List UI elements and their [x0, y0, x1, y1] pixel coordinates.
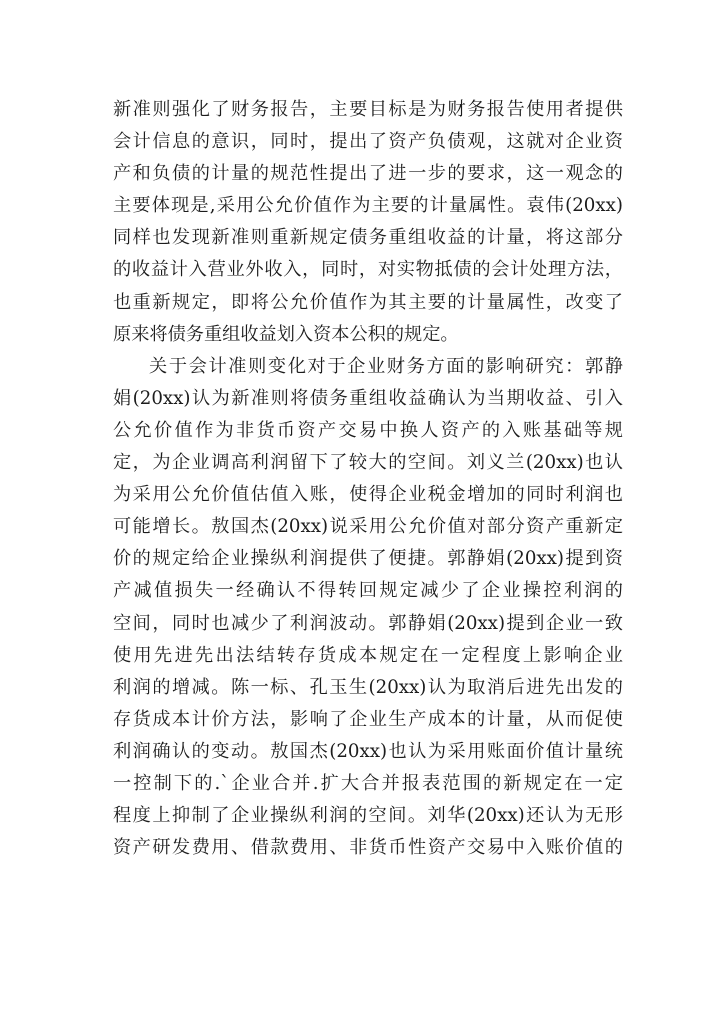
paragraph-2-line-7: 价的规定给企业操纵利润提供了便捷。郭静娟(20xx)提到资	[113, 548, 623, 570]
paragraph-1-line-3: 产和负债的计量的规范性提出了进一步的要求，这一观念的	[113, 163, 623, 185]
paragraph-2-line-1: 关于会计准则变化对于企业财务方面的影响研究：郭静	[149, 355, 623, 377]
paragraph-2-line-14: 一控制下的.`企业合并.扩大合并报表范围的新规定在一定	[113, 772, 623, 794]
paragraph-1-line-4: 主要体现是,采用公允价值作为主要的计量属性。袁伟(20xx)	[113, 195, 623, 217]
document-body	[113, 94, 623, 864]
paragraph-2-line-6: 可能增长。敖国杰(20xx)说采用公允价值对部分资产重新定	[113, 516, 623, 538]
paragraph-1-line-8: 原来将债务重组收益划入资本公积的规定。	[113, 323, 459, 345]
paragraph-2-line-11: 利润的增减。陈一标、孔玉生(20xx)认为取消后进先出发的	[113, 676, 623, 698]
paragraph-2-line-4: 定，为企业调高利润留下了较大的空间。刘义兰(20xx)也认	[113, 452, 623, 474]
paragraph-2-line-16: 资产研发费用、借款费用、非货币性资产交易中入账价值的	[113, 837, 623, 859]
paragraph-2-line-12: 存货成本计价方法，影响了企业生产成本的计量，从而促使	[113, 708, 623, 730]
paragraph-1-line-7: 也重新规定，即将公允价值作为其主要的计量属性，改变了	[113, 291, 623, 313]
paragraph-2-line-15: 程度上抑制了企业操纵利润的空间。刘华(20xx)还认为无形	[113, 805, 623, 827]
paragraph-2-line-9: 空间，同时也减少了利润波动。郭静娟(20xx)提到企业一致	[113, 612, 623, 634]
paragraph-1-line-6: 的收益计入营业外收入，同时，对实物抵债的会计处理方法，	[113, 259, 623, 281]
paragraph-2-line-8: 产减值损失一经确认不得转回规定减少了企业操控利润的	[113, 580, 623, 602]
paragraph-2-line-2: 娟(20xx)认为新准则将债务重组收益确认为当期收益、引入	[113, 387, 623, 409]
paragraph-2-line-5: 为采用公允价值估值入账，使得企业税金增加的同时利润也	[113, 484, 623, 506]
paragraph-1-line-5: 同样也发现新准则重新规定债务重组收益的计量，将这部分	[113, 227, 623, 249]
paragraph-2-line-3: 公允价值作为非货币资产交易中换人资产的入账基础等规	[113, 419, 623, 441]
paragraph-2-line-13: 利润确认的变动。敖国杰(20xx)也认为采用账面价值计量统	[113, 740, 623, 762]
paragraph-2-line-10: 使用先进先出法结转存货成本规定在一定程度上影响企业	[113, 644, 623, 666]
paragraph-1-line-2: 会计信息的意识，同时，提出了资产负债观，这就对企业资	[113, 131, 623, 153]
paragraph-1-line-1: 新准则强化了财务报告，主要目标是为财务报告使用者提供	[113, 99, 623, 120]
